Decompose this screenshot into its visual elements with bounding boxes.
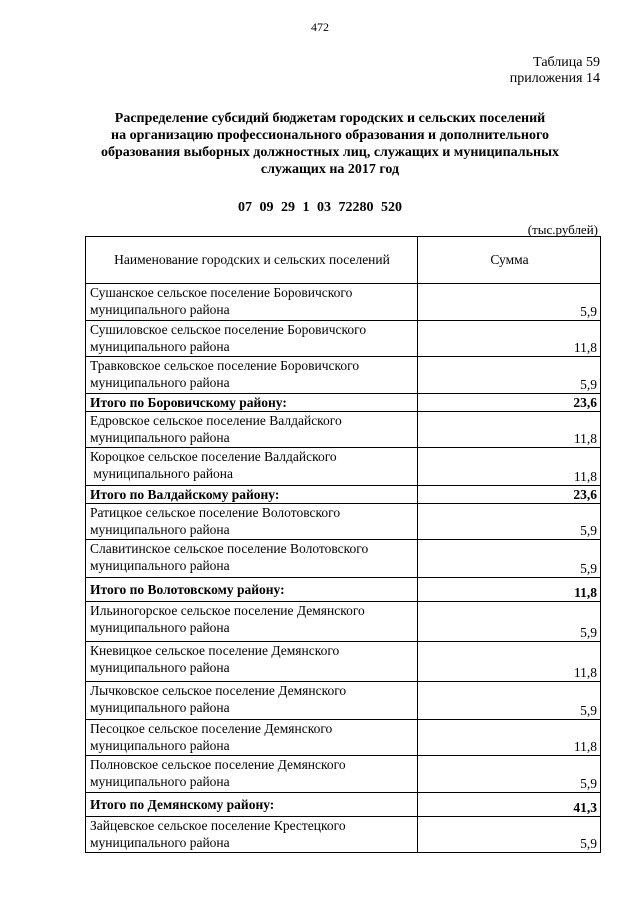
settlement-name-cell xyxy=(86,720,418,756)
amount-cell: 5,9 xyxy=(418,602,601,642)
title-line3: образования выборных должностных лиц, служащих и муниципальных xyxy=(100,145,560,160)
table-total-row xyxy=(86,578,601,602)
settlement-name-cell xyxy=(86,540,418,578)
settlement-name-line2: муниципального района xyxy=(90,660,230,675)
table-reference xyxy=(510,55,600,87)
table-total-row xyxy=(86,793,601,817)
settlement-name-line2: муниципального района xyxy=(90,620,230,635)
settlement-name-line1: Зайцевское сельское поселение Крестецкого xyxy=(90,818,346,833)
table-row xyxy=(86,817,601,853)
settlement-name-line1: Песоцкое сельское поселение Демянского xyxy=(90,721,333,736)
document-title xyxy=(80,110,580,178)
table-row xyxy=(86,412,601,448)
total-label: Итого по Валдайскому району: xyxy=(90,487,280,502)
title-line1: Распределение субсидий бюджетам городских и сельских поселений xyxy=(114,111,546,126)
settlement-name-line1: Ратицкое сельское поселение Волотовского xyxy=(90,505,341,520)
settlement-name-line2: муниципального района xyxy=(90,558,230,573)
settlement-name-line2: муниципального района xyxy=(90,375,230,390)
table-row xyxy=(86,720,601,756)
settlement-name-cell xyxy=(86,578,418,602)
title-line4: служащих на 2017 год xyxy=(260,162,400,177)
total-amount-cell: 23,6 xyxy=(418,394,601,412)
table-row xyxy=(86,321,601,357)
settlement-name-cell xyxy=(86,682,418,720)
total-amount-cell: 11,8 xyxy=(418,578,601,602)
settlement-name-line2: муниципального района xyxy=(90,774,230,789)
table-row xyxy=(86,682,601,720)
settlement-name-line2: муниципального района xyxy=(90,835,230,850)
settlement-name-line2: муниципального района xyxy=(90,339,230,354)
header-name: Наименование городских и сельских поселений xyxy=(86,237,418,284)
table-total-row xyxy=(86,394,601,412)
settlement-name-cell xyxy=(86,642,418,682)
total-label: Итого по Боровичскому району: xyxy=(90,395,287,410)
header-amount: Сумма xyxy=(418,237,601,284)
settlement-name-line2: муниципального района xyxy=(90,522,230,537)
title-line2: на организацию профессионального образования и дополнительного xyxy=(111,128,549,143)
amount-cell: 5,9 xyxy=(418,817,601,853)
amount-cell: 5,9 xyxy=(418,357,601,394)
settlement-name-line1: Кневицкое сельское поселение Демянского xyxy=(90,643,340,658)
table-row xyxy=(86,642,601,682)
total-label: Итого по Демянскому району: xyxy=(90,797,275,812)
table-row xyxy=(86,357,601,394)
settlement-name-line2: муниципального района xyxy=(90,738,230,753)
settlement-name-cell xyxy=(86,817,418,853)
subsidy-table xyxy=(85,236,601,853)
settlement-name-cell xyxy=(86,448,418,486)
amount-cell: 11,8 xyxy=(418,642,601,682)
table-row xyxy=(86,448,601,486)
table-body xyxy=(86,284,601,853)
table-header-row xyxy=(86,237,601,284)
table-row xyxy=(86,504,601,540)
settlement-name-line1: Лычковское сельское поселение Демянского xyxy=(90,683,347,698)
settlement-name-line2: муниципального района xyxy=(90,466,234,481)
page-number: 472 xyxy=(311,20,329,34)
amount-cell: 5,9 xyxy=(418,504,601,540)
settlement-name-line2: муниципального района xyxy=(90,430,230,445)
settlement-name-cell xyxy=(86,394,418,412)
table-reference-line1: Таблица 59 xyxy=(533,55,600,70)
settlement-name-cell xyxy=(86,504,418,540)
table-row xyxy=(86,540,601,578)
amount-cell: 5,9 xyxy=(418,756,601,793)
settlement-name-line1: Сушанское сельское поселение Боровичского xyxy=(90,285,353,300)
amount-cell: 5,9 xyxy=(418,540,601,578)
table-row xyxy=(86,756,601,793)
settlement-name-cell xyxy=(86,412,418,448)
settlement-name-line1: Ильиногорское сельское поселение Демянского xyxy=(90,603,365,618)
table-total-row xyxy=(86,486,601,504)
table-row xyxy=(86,284,601,321)
total-label: Итого по Волотовскому району: xyxy=(90,582,285,597)
settlement-name-line2: муниципального района xyxy=(90,302,230,317)
total-amount-cell: 23,6 xyxy=(418,486,601,504)
settlement-name-cell xyxy=(86,357,418,394)
amount-cell: 5,9 xyxy=(418,284,601,321)
settlement-name-cell xyxy=(86,321,418,357)
budget-code: 07 09 29 1 03 72280 520 xyxy=(238,200,402,215)
table-reference-line2: приложения 14 xyxy=(509,71,600,86)
table-row xyxy=(86,602,601,642)
amount-cell: 11,8 xyxy=(418,720,601,756)
settlement-name-line1: Едровское сельское поселение Валдайского xyxy=(90,413,342,428)
settlement-name-cell xyxy=(86,486,418,504)
settlement-name-line2: муниципального района xyxy=(90,700,230,715)
settlement-name-cell xyxy=(86,602,418,642)
total-amount-cell: 41,3 xyxy=(418,793,601,817)
amount-cell: 5,9 xyxy=(418,682,601,720)
settlement-name-line1: Полновское сельское поселение Демянского xyxy=(90,757,346,772)
settlement-name-line1: Славитинское сельское поселение Волотовского xyxy=(90,541,369,556)
amount-cell: 11,8 xyxy=(418,321,601,357)
amount-cell: 11,8 xyxy=(418,448,601,486)
settlement-name-cell xyxy=(86,284,418,321)
settlement-name-line1: Травковское сельское поселение Боровичского xyxy=(90,358,360,373)
settlement-name-line1: Короцкое сельское поселение Валдайского xyxy=(90,449,337,464)
settlement-name-cell xyxy=(86,756,418,793)
amount-cell: 11,8 xyxy=(418,412,601,448)
settlement-name-cell xyxy=(86,793,418,817)
settlement-name-line1: Сушиловское сельское поселение Боровичского xyxy=(90,322,367,337)
units-label: (тыс.рублей) xyxy=(527,222,598,237)
